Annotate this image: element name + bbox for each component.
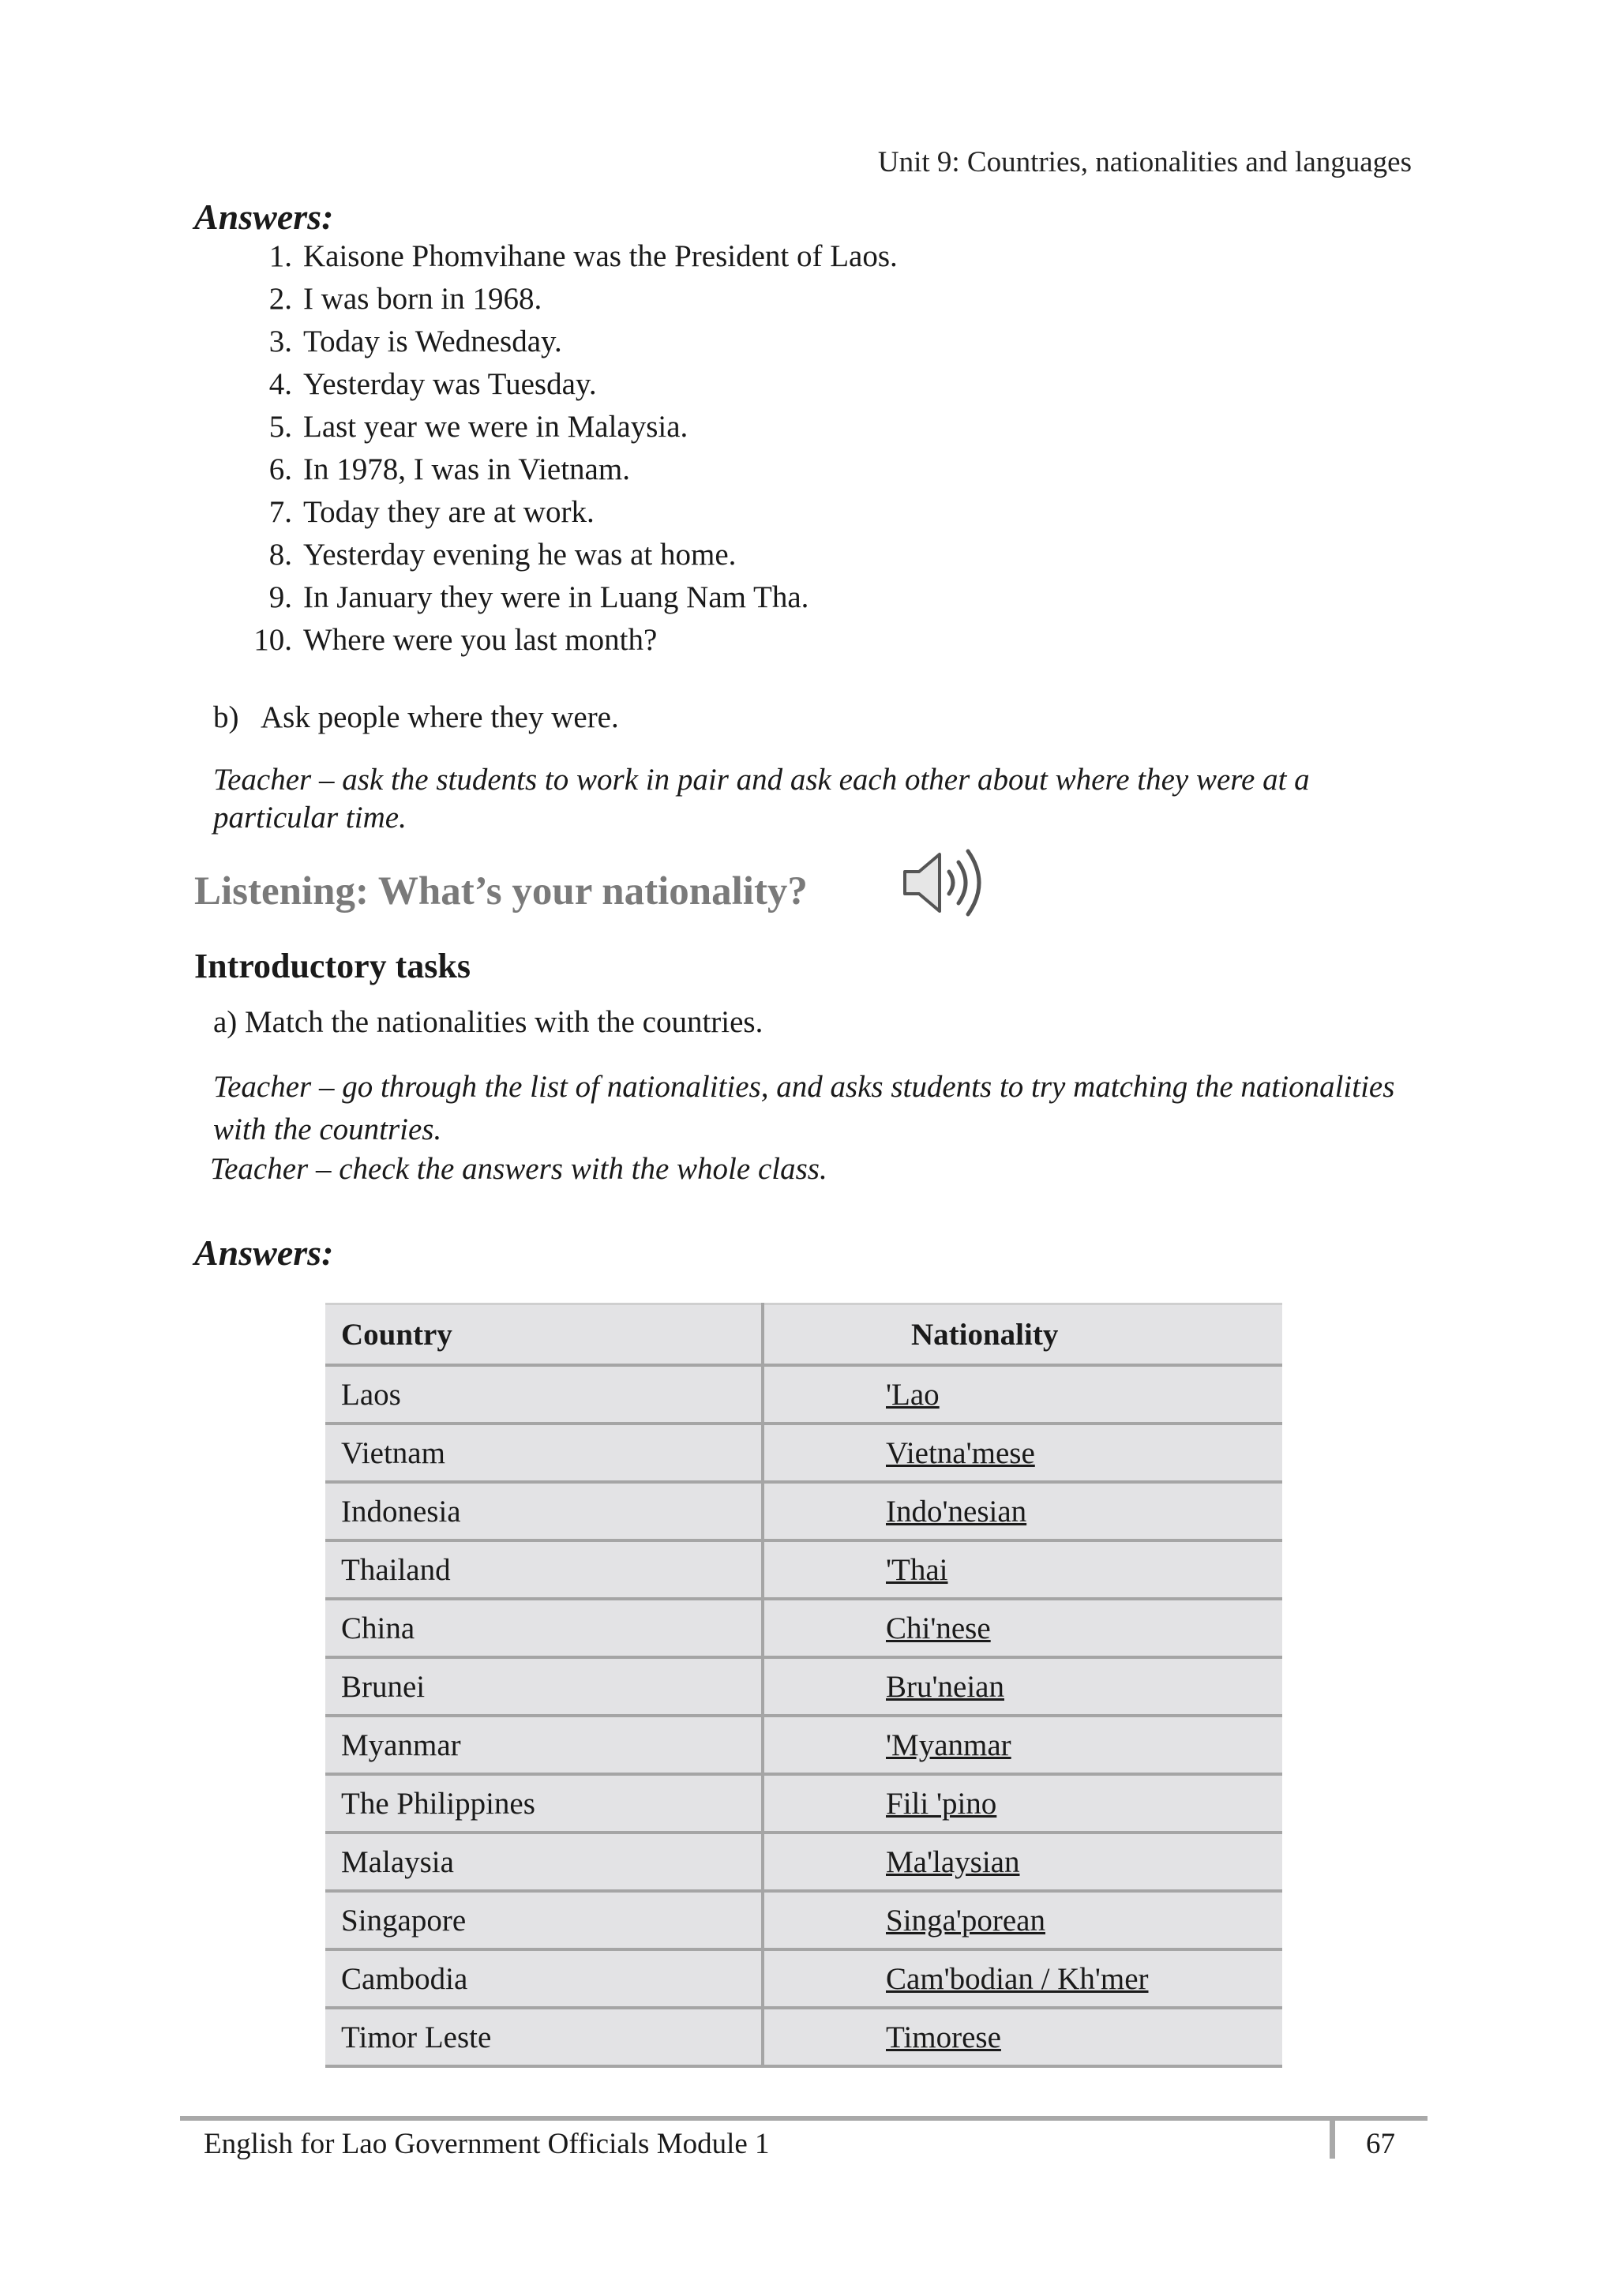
item-text: In January they were in Luang Nam Tha. <box>303 580 809 614</box>
nationality-table <box>325 1303 1282 2068</box>
nationality-cell: Timorese <box>763 2008 1282 2066</box>
item-number: 9. <box>268 580 292 614</box>
item-number: 5. <box>268 410 292 444</box>
item-text: Kaisone Phomvihane was the President of Laos. <box>303 239 898 273</box>
item-text: Where were you last month? <box>303 623 658 657</box>
exercise-b-text: Ask people where they were. <box>261 700 619 734</box>
teacher-note-3: Teacher – check the answers with the whole class. <box>210 1152 827 1186</box>
nationality-cell: Singa'porean <box>763 1891 1282 1949</box>
list-item <box>234 619 898 662</box>
country-cell: Vietnam <box>325 1424 763 1482</box>
item-text: In 1978, I was in Vietnam. <box>303 452 630 486</box>
exercise-a <box>213 1004 763 1040</box>
item-text: Today they are at work. <box>303 495 595 529</box>
exercise-b-label: b) <box>213 700 239 734</box>
country-cell: Brunei <box>325 1657 763 1716</box>
answer-list <box>234 235 898 662</box>
item-text: Last year we were in Malaysia. <box>303 410 688 444</box>
country-cell: Myanmar <box>325 1716 763 1774</box>
table-row <box>325 2008 1282 2066</box>
table-row <box>325 1774 1282 1833</box>
item-number: 7. <box>268 495 292 529</box>
answers-heading-2: Answers: <box>194 1232 334 1273</box>
item-number: 2. <box>268 282 292 316</box>
list-item <box>234 448 898 491</box>
item-text: Today is Wednesday. <box>303 325 562 358</box>
item-number: 6. <box>268 452 292 486</box>
country-cell: Laos <box>325 1365 763 1424</box>
item-number: 10. <box>253 623 292 657</box>
list-item <box>234 363 898 406</box>
footer-title: English for Lao Government Officials Module 1 <box>204 2128 770 2160</box>
item-number: 8. <box>268 538 292 572</box>
exercise-a-label: a) <box>213 1005 238 1039</box>
table-row <box>325 1424 1282 1482</box>
item-number: 4. <box>268 367 292 401</box>
speaker-icon[interactable] <box>899 843 993 922</box>
item-text: Yesterday was Tuesday. <box>303 367 597 401</box>
item-number: 3. <box>268 325 292 358</box>
nationality-cell: Vietna'mese <box>763 1424 1282 1482</box>
table-row <box>325 1949 1282 2008</box>
nationality-cell: Chi'nese <box>763 1599 1282 1657</box>
table-row <box>325 1833 1282 1891</box>
nationality-cell: 'Thai <box>763 1540 1282 1599</box>
teacher-note-1: Teacher – ask the students to work in pair and ask each other about where they were at a particular time. <box>213 763 1310 835</box>
list-item <box>234 576 898 619</box>
answers-heading-1: Answers: <box>194 197 334 237</box>
nationality-cell: Bru'neian <box>763 1657 1282 1716</box>
item-text: I was born in 1968. <box>303 282 542 316</box>
nationality-cell: 'Myanmar <box>763 1716 1282 1774</box>
country-cell: Malaysia <box>325 1833 763 1891</box>
list-item <box>234 406 898 448</box>
page-number: 67 <box>1366 2128 1395 2160</box>
column-header-country: Country <box>325 1304 763 1366</box>
table-row <box>325 1716 1282 1774</box>
nationality-cell: Indo'nesian <box>763 1482 1282 1540</box>
unit-header: Unit 9: Countries, nationalities and languages <box>877 146 1412 178</box>
country-cell: China <box>325 1599 763 1657</box>
listening-heading: Listening: What’s your nationality? <box>194 869 808 914</box>
country-cell: Indonesia <box>325 1482 763 1540</box>
country-cell: Singapore <box>325 1891 763 1949</box>
introductory-heading: Introductory tasks <box>194 947 471 985</box>
footer-divider <box>1330 2116 1335 2159</box>
table-row <box>325 1540 1282 1599</box>
footer-rule <box>180 2116 1428 2121</box>
country-cell: The Philippines <box>325 1774 763 1833</box>
country-cell: Cambodia <box>325 1949 763 2008</box>
list-item <box>234 278 898 321</box>
nationality-cell: Cam'bodian / Kh'mer <box>763 1949 1282 2008</box>
list-item <box>234 491 898 534</box>
item-number: 1. <box>268 239 292 273</box>
table-row <box>325 1599 1282 1657</box>
table-row <box>325 1891 1282 1949</box>
country-cell: Timor Leste <box>325 2008 763 2066</box>
item-text: Yesterday evening he was at home. <box>303 538 737 572</box>
list-item <box>234 235 898 278</box>
nationality-cell: Ma'laysian <box>763 1833 1282 1891</box>
table-row <box>325 1482 1282 1540</box>
nationality-cell: Fili 'pino <box>763 1774 1282 1833</box>
table-row <box>325 1365 1282 1424</box>
table-row <box>325 1657 1282 1716</box>
exercise-b <box>213 700 619 735</box>
nationality-cell: 'Lao <box>763 1365 1282 1424</box>
country-cell: Thailand <box>325 1540 763 1599</box>
teacher-note-2: Teacher – go through the list of nationalities, and asks students to try matching the nationalities with the countries. <box>213 1070 1395 1146</box>
exercise-a-text: Match the nationalities with the countries. <box>245 1005 763 1039</box>
column-header-nationality: Nationality <box>763 1304 1282 1366</box>
table-header-row <box>325 1304 1282 1366</box>
list-item <box>234 321 898 363</box>
list-item <box>234 534 898 576</box>
